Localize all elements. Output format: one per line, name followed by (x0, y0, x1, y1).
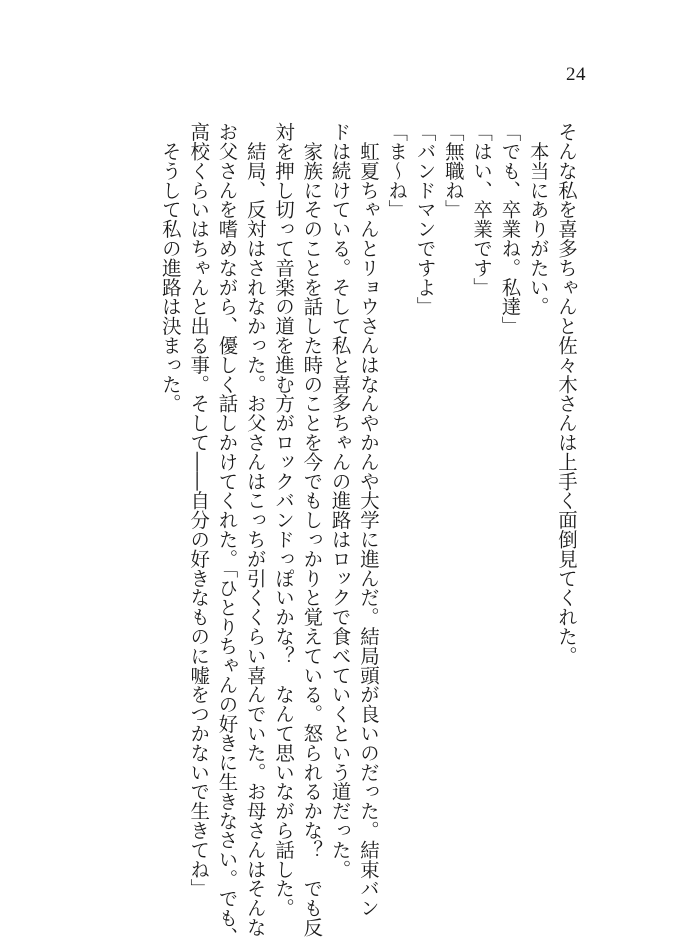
text-line: 「でも、卒業ね。私達」 (498, 122, 522, 336)
text-line: 「無職ね」 (441, 122, 465, 219)
text-line: 「バンドマンですよ」 (413, 122, 437, 316)
novel-text-block (156, 122, 580, 947)
text-line: 結局、反対はされなかった。お父さんはこっちが引くくらい喜んでいた。お母さんはそんな (243, 122, 267, 937)
page-number: 24 (566, 64, 586, 85)
text-line: 本当にありがたい。 (526, 122, 550, 316)
text-line: ドは続けている。そして私と喜多ちゃんの進路はロックで食べていくという道だった。 (328, 122, 352, 879)
text-line: 高校くらいはちゃんと出る事。そして――自分の好きなものに嘘をつかないで生きてね」 (187, 122, 211, 898)
text-line: 家族にそのことを話した時のことを今でもしっかりと覚えている。怒られるかな？ でも反 (300, 122, 324, 937)
text-line: そんな私を喜多ちゃんと佐々木さんは上手く面倒見てくれた。 (555, 122, 578, 666)
text-line: お父さんを嗜めながら、優しく話しかけてくれた。「ひとりちゃんの好きに生きなさい。でも、 (215, 122, 239, 947)
text-line: 対を押し切って音楽の道を進む方がロックバンドっぽいかな？ なんて思いながら話した。 (272, 122, 296, 918)
text-line: そうして私の進路は決まった。 (158, 122, 182, 413)
text-line: 「はい、卒業です」 (470, 122, 494, 297)
text-line: 「ま～ね」 (385, 122, 409, 219)
text-line: 虹夏ちゃんとリョウさんはなんやかんや大学に進んだ。結局頭が良いのだった。結束バン (356, 122, 380, 918)
